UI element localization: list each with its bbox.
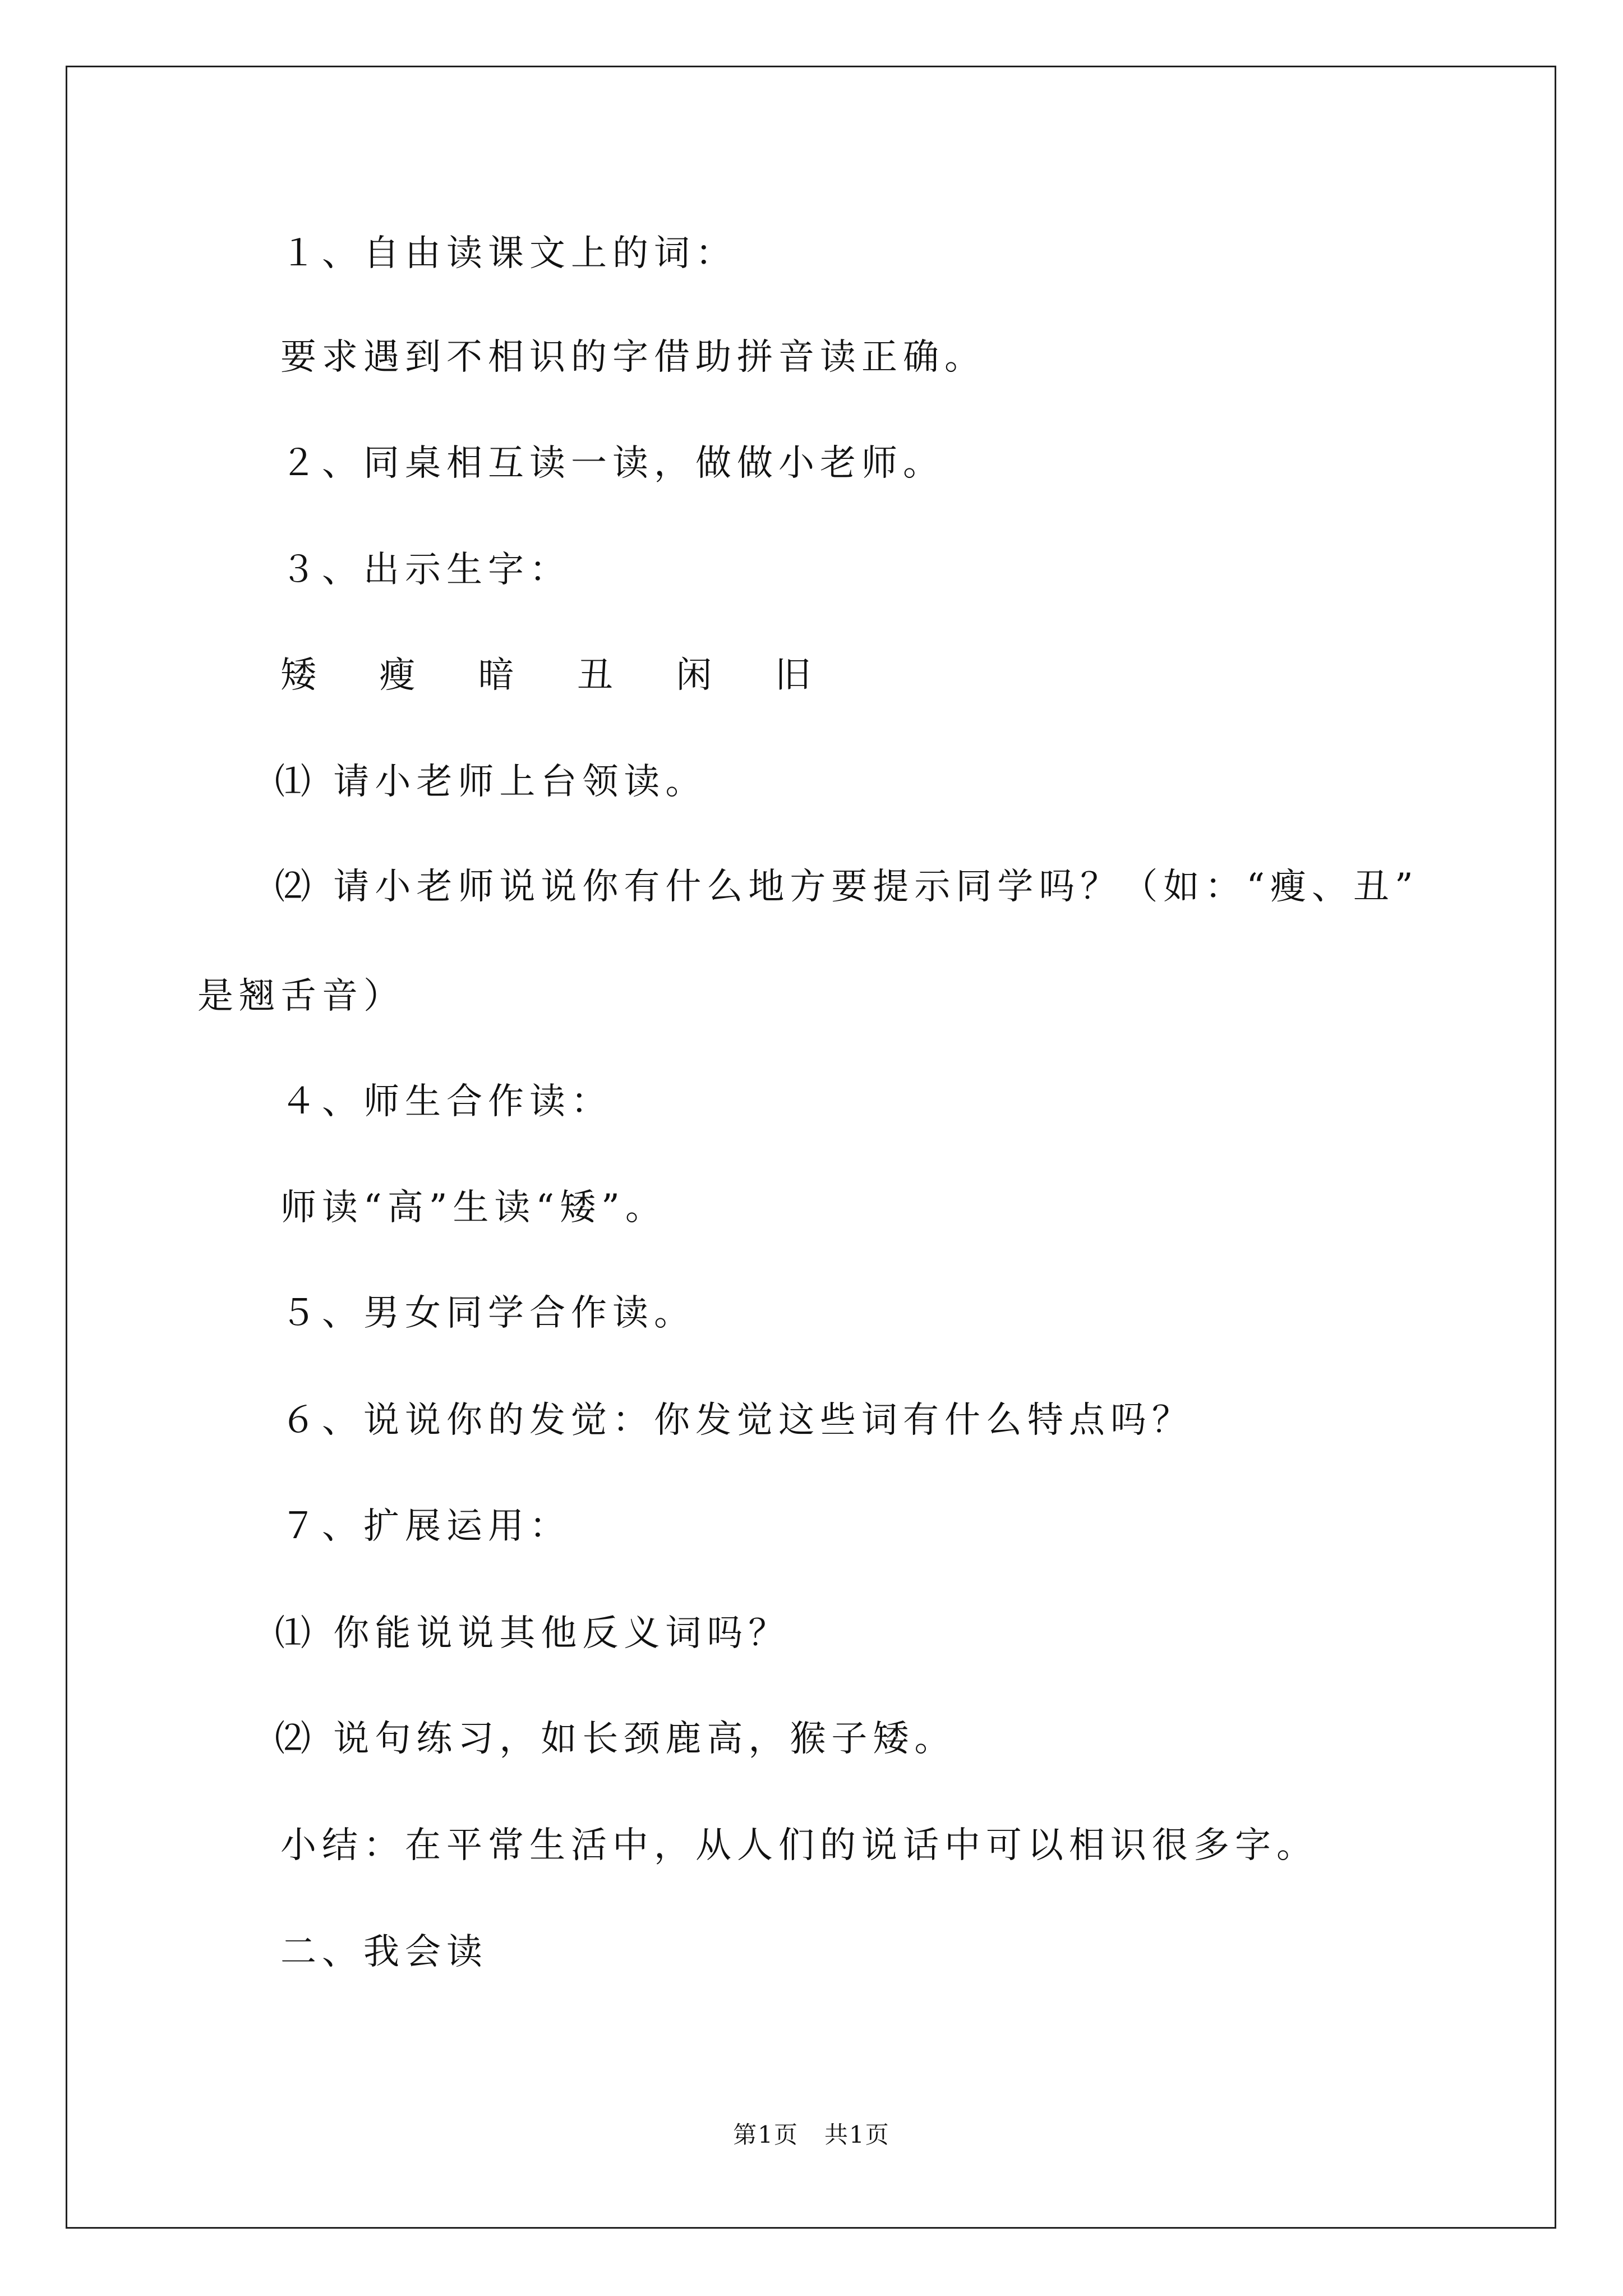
text-line: ⑵ 请小老师说说你有什么地方要提示同学吗？（如：“瘦、丑” xyxy=(275,866,1419,908)
text-line: ⑵ 说句练习，如长颈鹿高，猴子矮。 xyxy=(275,1718,956,1760)
text-line: ６、说说你的发觉：你发觉这些词有什么特点吗？ xyxy=(280,1400,1193,1441)
text-line: 是翘舌音） xyxy=(197,976,405,1017)
text-line: ３、出示生字： xyxy=(280,549,571,591)
text-line: ⑴ 请小老师上台领读。 xyxy=(275,761,707,803)
text-line: 小结：在平常生活中，从人们的说话中可以相识很多字。 xyxy=(280,1825,1318,1866)
page-border xyxy=(66,66,1556,2229)
text-line: 矮 瘦 暗 丑 闲 旧 xyxy=(280,655,837,696)
text-line: １、自由读课文上的词： xyxy=(280,233,737,274)
text-line: ⑴ 你能说说其他反义词吗？ xyxy=(275,1613,790,1654)
text-line: ４、师生合作读： xyxy=(280,1081,612,1122)
text-line: ７、扩展运用： xyxy=(280,1506,571,1547)
text-line: 要求遇到不相识的字借助拼音读正确。 xyxy=(280,337,986,378)
text-line: 师读“高”生读“矮”。 xyxy=(280,1187,667,1228)
text-line: ２、同桌相互读一读，做做小老师。 xyxy=(280,443,944,484)
page-footer: 第1页 共1页 xyxy=(733,2121,890,2148)
text-line: ５、男女同学合作读。 xyxy=(280,1292,695,1334)
text-line: 二、我会读 xyxy=(280,1931,488,1973)
